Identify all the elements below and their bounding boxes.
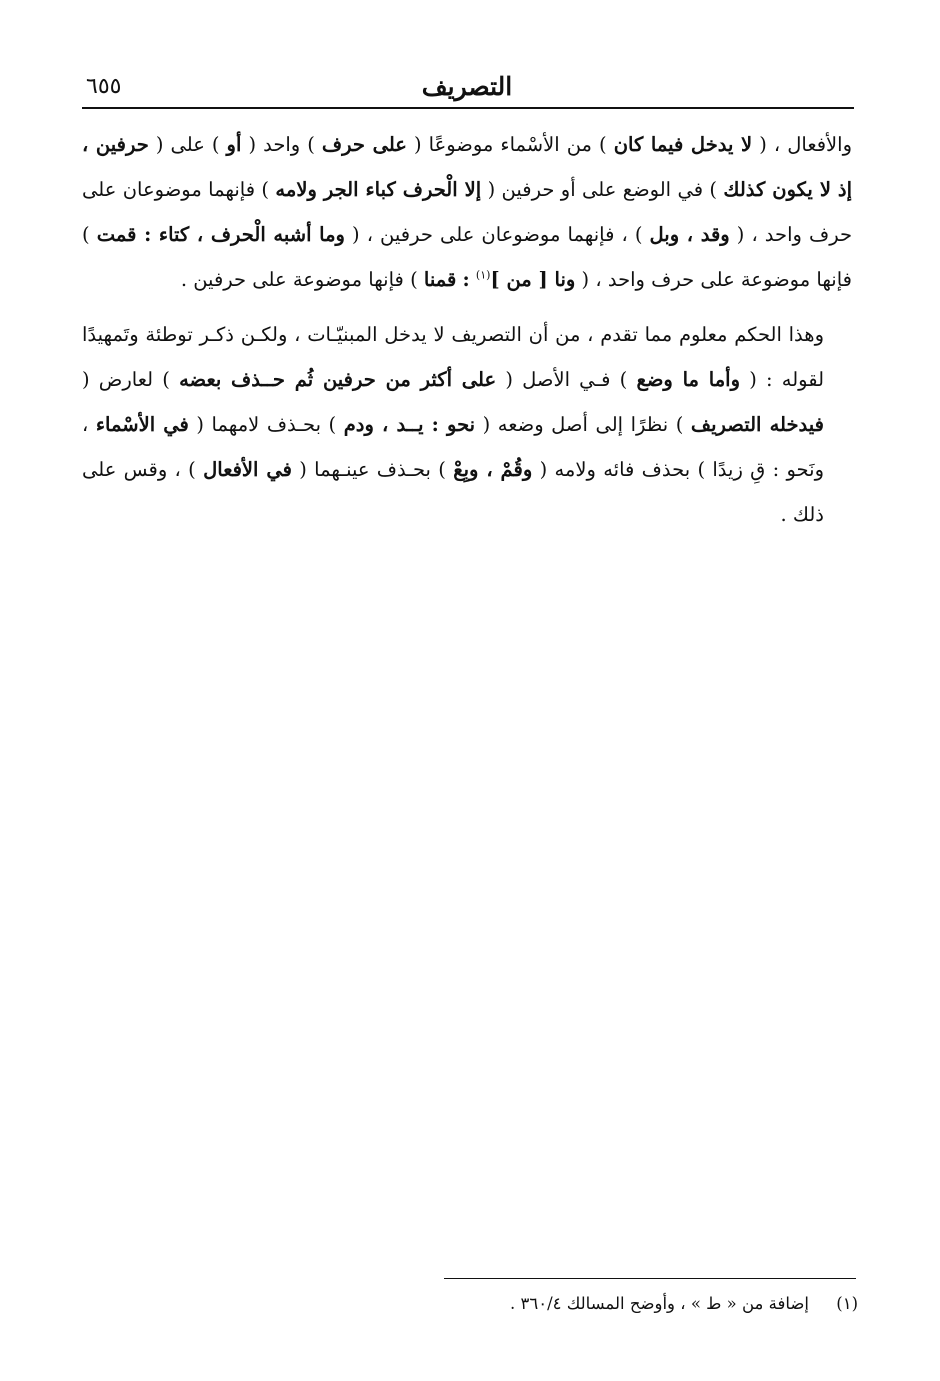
footnote-rule: [444, 1278, 856, 1279]
text-span: وهذا الحكم معلوم مما تقدم ، من أن التصريف لا يدخل المبنيّـات ، ولكـن ذكـر توطئة وتَمهيدًا لقوله : (: [82, 323, 825, 391]
matn-text: نحو : يــد ، ودم: [343, 413, 476, 436]
matn-text: قمنا: [423, 268, 457, 291]
text-span: ) بحـذف لامهما (: [196, 413, 337, 436]
footnote-number: (١): [836, 1294, 858, 1313]
paragraph-2: [82, 312, 852, 537]
page-number: ٦٥٥: [86, 74, 122, 99]
matn-text: وقد ، وبل: [649, 223, 730, 246]
matn-text: لا يدخل فيما كان: [613, 133, 753, 156]
text-span: ) فإنها موضوعة على حرفين .: [180, 268, 418, 291]
text-span: والأفعال ، (: [759, 133, 852, 156]
matn-text: على أكثر من حرفين ثُم حــذف بعضه: [179, 368, 497, 391]
matn-text: فيدخله التصريف: [690, 413, 824, 436]
text-span: ) ، فإنهما موضوعان على حرفين ، (: [352, 223, 643, 246]
matn-text: ونا [ من ]: [490, 268, 576, 291]
text-span: ) فإنهما موضوعان على حرف واحد ، (: [82, 178, 853, 246]
footnote-marker: (١): [475, 268, 491, 282]
text-span: ) فـي الأصل (: [505, 368, 628, 391]
page-header: [82, 72, 852, 106]
text-span: :: [462, 268, 470, 291]
running-title: التصريف: [421, 72, 513, 101]
text-span: ) في الوضع على أو حرفين (: [487, 178, 718, 201]
matn-text: وما أشبه الْحرف ، كتاء : قمت: [96, 223, 345, 246]
header-rule: [82, 107, 854, 109]
footnote: [88, 1290, 858, 1318]
body-text: [82, 122, 852, 537]
text-span: ) على (: [155, 133, 220, 156]
text-span: ) فإنها موضوعة على حرف واحد ، (: [82, 223, 852, 291]
text-span: ) واحد (: [248, 133, 315, 156]
matn-text: على حرف: [321, 133, 407, 156]
text-span: ) لعارض (: [82, 368, 170, 391]
matn-text: وأما ما وضع: [636, 368, 740, 391]
matn-text: إلا الْحرف كباء الجر ولامه: [275, 178, 482, 201]
paragraph-1: [82, 122, 852, 302]
footnote-text: إضافة من « ط » ، وأوضح المسالك ٣٦٠/٤ .: [509, 1294, 809, 1313]
matn-text: في الأسْماء: [95, 413, 189, 436]
text-span: ) بحـذف عينـهما (: [299, 458, 446, 481]
matn-text: حرفين ، إذ لا يكون كذلك: [82, 133, 853, 201]
text-span: ) من الأسْماء موضوعًا (: [413, 133, 607, 156]
text-span: ، ونَحو : قِ زيدًا ) بحذف فائه ولامه (: [82, 413, 824, 481]
text-span: ) نظرًا إلى أصل وضعه (: [482, 413, 684, 436]
text-span: ) ، وقس على ذلك .: [82, 458, 824, 526]
matn-text: أو: [226, 133, 242, 156]
matn-text: وقُمْ ، وبِعْ: [453, 458, 533, 481]
matn-text: في الأفعال: [203, 458, 292, 481]
